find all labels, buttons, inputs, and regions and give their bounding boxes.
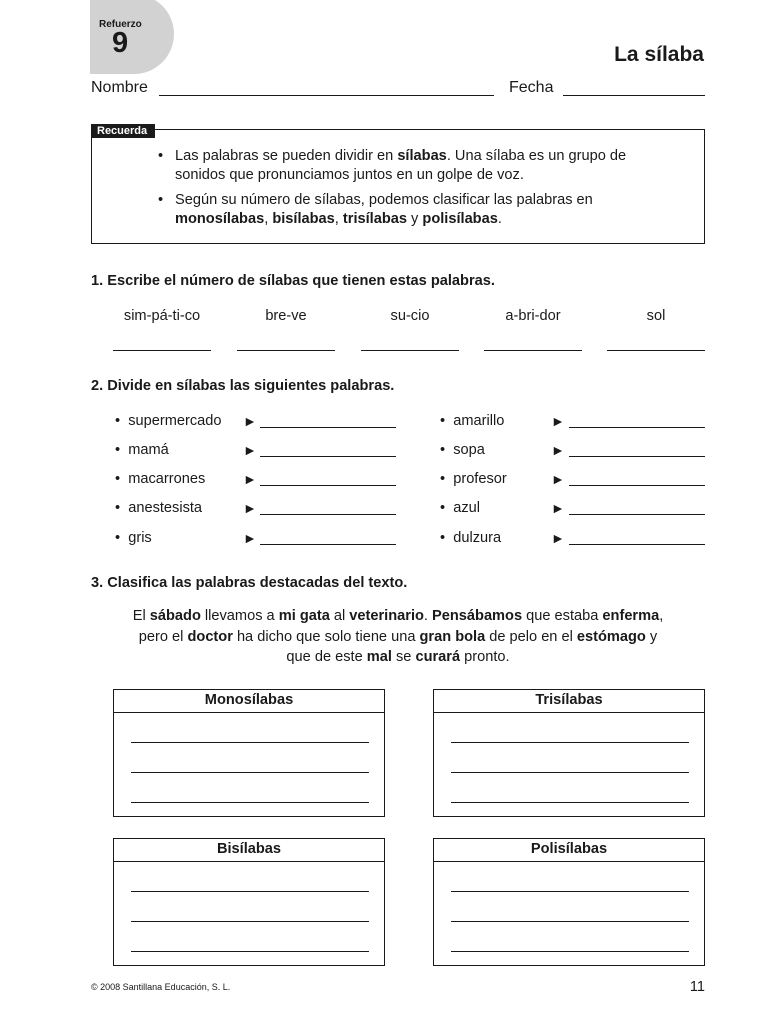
box-heading: Bisílabas [114,839,384,862]
exercise-text-segment: llevamos a [200,608,279,624]
answer-line[interactable] [451,772,689,773]
bullet-icon: • [158,192,164,208]
word-label: anestesista [128,500,203,516]
recuerda-item-1 [158,147,675,185]
page-number: 11 [689,979,705,995]
arrow-right-icon: ► [551,471,565,487]
recuerda-text-highlight: bisílabas [272,211,335,227]
name-input-line[interactable] [159,95,494,96]
exercise-text-highlight: mal [366,649,392,665]
word-item [440,442,485,458]
bullet-icon: • [440,500,446,516]
date-input-line[interactable] [563,95,705,96]
recuerda-text-highlight: sílabas [397,148,447,164]
arrow-right-icon: ► [243,413,257,429]
exercise-3-title: 3. Clasifica las palabras destacadas del texto. [91,575,408,591]
answer-line[interactable] [260,514,396,515]
bisilabas-box [113,838,385,966]
name-label: Nombre [91,79,148,96]
answer-line[interactable] [451,891,689,892]
bullet-icon: • [440,413,446,429]
bullet-icon: • [115,471,121,487]
answer-line[interactable] [569,427,705,428]
word-item [440,530,501,546]
word-item [115,500,202,516]
recuerda-text-segment: y [407,211,423,227]
answer-line[interactable] [131,921,369,922]
exercise-text-highlight: sábado [149,608,201,624]
word-label: profesor [453,471,507,487]
date-label: Fecha [509,79,554,96]
exercise-text-segment: se [391,649,416,665]
arrow-right-icon: ► [243,442,257,458]
word-item [440,471,507,487]
page-title: La sílaba [614,43,704,66]
box-heading: Polisílabas [434,839,704,862]
answer-line[interactable] [361,350,459,351]
answer-line[interactable] [451,951,689,952]
answer-line[interactable] [260,427,396,428]
exercise-text-highlight: Pensábamos [432,608,523,624]
word-item [115,442,169,458]
exercise-text-segment: , pero el [138,608,664,645]
recuerda-text-segment: Según su número de sílabas, podemos clasificar las palabras en [175,192,593,208]
word-item [115,413,222,429]
badge-number: 9 [112,27,129,59]
bullet-icon: • [115,530,121,546]
answer-line[interactable] [113,350,211,351]
exercise-3-text [130,606,666,668]
syllable-word: su-cio [390,308,430,324]
syllable-word: bre-ve [265,308,307,324]
answer-line[interactable] [237,350,335,351]
recuerda-text-segment: . [497,211,502,227]
syllable-word: sol [646,308,666,324]
trisilabas-box [433,689,705,817]
recuerda-text-highlight: polisílabas [422,211,498,227]
arrow-right-icon: ► [551,442,565,458]
recuerda-text-segment: , [334,211,343,227]
answer-line[interactable] [131,891,369,892]
bullet-icon: • [440,442,446,458]
refuerzo-badge [90,0,174,74]
arrow-right-icon: ► [551,500,565,516]
exercise-1-title: 1. Escribe el número de sílabas que tienen estas palabras. [91,273,495,289]
word-item [440,413,504,429]
answer-line[interactable] [484,350,582,351]
exercise-text-highlight: veterinario [349,608,424,624]
bullet-icon: • [440,471,446,487]
arrow-right-icon: ► [243,530,257,546]
syllable-word: a-bri-dor [505,308,561,324]
recuerda-text-segment: Las palabras se pueden dividir en [175,148,398,164]
answer-line[interactable] [451,802,689,803]
answer-line[interactable] [569,514,705,515]
exercise-text-segment: . [423,608,433,624]
answer-line[interactable] [569,544,705,545]
word-label: mamá [128,442,169,458]
word-label: macarrones [128,471,206,487]
monosilabas-box [113,689,385,817]
arrow-right-icon: ► [551,530,565,546]
answer-line[interactable] [451,742,689,743]
box-heading: Trisílabas [434,690,704,713]
word-label: azul [453,500,480,516]
box-heading: Monosílabas [114,690,384,713]
copyright: © 2008 Santillana Educación, S. L. [91,982,231,992]
arrow-right-icon: ► [243,500,257,516]
answer-line[interactable] [260,544,396,545]
answer-line[interactable] [569,456,705,457]
bullet-icon: • [158,148,164,164]
answer-line[interactable] [260,485,396,486]
exercise-2-title: 2. Divide en sílabas las siguientes palabras. [91,378,395,394]
answer-line[interactable] [131,742,369,743]
exercise-text-segment: que estaba [522,608,603,624]
bullet-icon: • [115,413,121,429]
answer-line[interactable] [569,485,705,486]
word-label: supermercado [128,413,222,429]
exercise-text-highlight: estómago [576,628,646,645]
exercise-text-highlight: doctor [187,628,233,645]
answer-line[interactable] [451,921,689,922]
answer-line[interactable] [260,456,396,457]
exercise-text-highlight: enferma [602,608,660,624]
word-label: gris [128,530,152,546]
bullet-icon: • [115,500,121,516]
exercise-text-segment: ha dicho que solo tiene una [232,628,420,645]
exercise-text-segment: y que de este [286,628,658,665]
recuerda-text-segment: . Una sílaba es un grupo de sonidos que pronunciamos juntos en un golpe de voz. [175,148,627,183]
badge-label: Refuerzo [99,19,142,30]
syllable-word: sim-pá-ti-co [123,308,201,324]
exercise-text-segment: al [329,608,350,624]
recuerda-item-2 [158,191,675,229]
recuerda-text-segment: , [264,211,273,227]
word-item [440,500,480,516]
arrow-right-icon: ► [243,471,257,487]
answer-line[interactable] [131,802,369,803]
exercise-text-segment: El [132,608,150,624]
exercise-text-highlight: gran bola [419,628,486,645]
word-label: dulzura [453,530,502,546]
exercise-text-segment: de pelo en el [485,628,577,645]
arrow-right-icon: ► [551,413,565,429]
recuerda-text-highlight: trisílabas [342,211,407,227]
exercise-text-segment: pronto. [460,649,510,665]
bullet-icon: • [115,442,121,458]
exercise-text-highlight: mi gata [278,608,330,624]
polisilabas-box [433,838,705,966]
recuerda-item-1-text [175,148,626,183]
answer-line[interactable] [131,951,369,952]
recuerda-tag: Recuerda [91,124,155,138]
exercise-text-highlight: curará [415,649,461,665]
word-label: amarillo [453,413,505,429]
word-item [115,471,205,487]
word-label: sopa [453,442,485,458]
word-item [115,530,152,546]
recuerda-text-highlight: monosílabas [175,211,265,227]
answer-line[interactable] [131,772,369,773]
answer-line[interactable] [607,350,705,351]
bullet-icon: • [440,530,446,546]
recuerda-item-2-text [175,192,593,227]
